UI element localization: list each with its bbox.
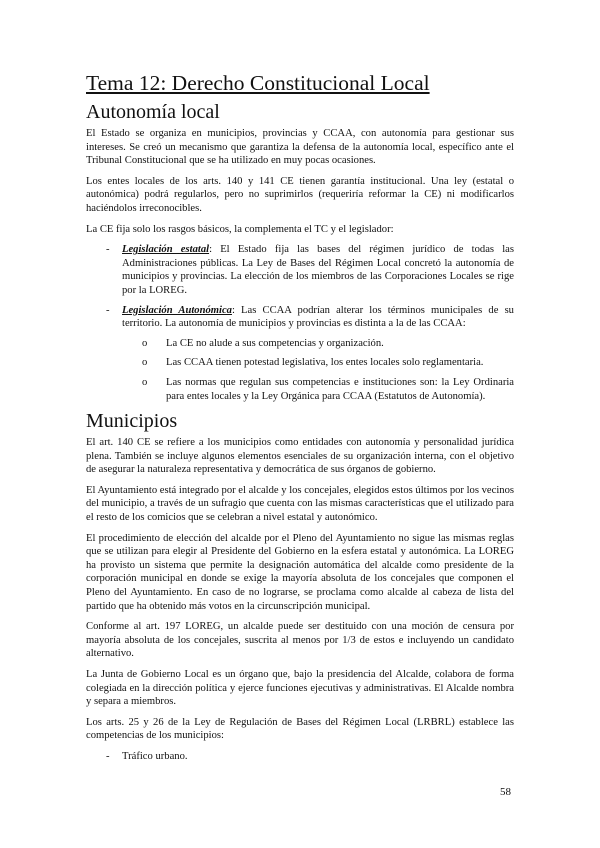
sub-list [122,337,514,403]
paragraph: La CE fija solo los rasgos básicos, la complementa el TC y el legislador: [86,223,394,235]
paragraph: El procedimiento de elección del alcalde por el Pleno del Ayuntamiento no sigue las mismas reglas que se utilizan para elegir al Presidente del Gobierno en la esfera estatal y autonómica. La LOREG ha provisto un sistema que permite la designación automática del alcalde como presidente de la corporación municipal en donde se exige la mayoría absoluta de los concejales que componen el Pleno del Ayuntamiento. En caso de no lograrse, se proclama como alcalde al cabeza de lista del partido que ha obtenido más votos en la circunscripción municipal. [86,532,514,612]
sub-list-item: o Las CCAA tienen potestad legislativa, los entes locales solo reglamentaria. [166,356,514,370]
section-heading-municipios: Municipios [86,410,178,433]
paragraph: Conforme al art. 197 LOREG, un alcalde puede ser destituido con una moción de censura por mayoría absoluta de los concejales, suscrita al menos por 1/3 de estos e incluyendo un candidato alternativo. [86,621,514,660]
paragraph: El Ayuntamiento está integrado por el alcalde y los concejales, elegidos estos últimos por los vecinos del municipio, a través de un sufragio que cuenta con las mismas características que el utilizado para el resto de los comicios que se celebran a nivel estatal y autonómico. [86,484,514,524]
term-legislacion-autonomica: Legislación Autonómica [122,304,232,316]
list-item-text: : El Estado fija las bases del régimen jurídico de todas las Administraciones públicas. La Ley de Bases del Régimen Local concretó la autonomía de municipios y provincias. La elección de los miembros de las Corporaciones Locales se rige por la LOREG. [122,244,514,296]
document-page [86,70,514,770]
term-legislacion-estatal: Legislación estatal [122,244,210,256]
paragraph: Los arts. 25 y 26 de la Ley de Regulación de Bases del Régimen Local (LRBRL) establece las competencias de los municipios: [86,716,514,742]
sub-list-item: o La CE no alude a sus competencias y organización. [166,337,514,351]
section-heading-autonomia-local: Autonomía local [86,101,220,123]
sub-list-item: o Las normas que regulan sus competencias e instituciones son: la Ley Ordinaria para entes locales y la Ley Orgánica para CCAA (Estatutos de Autonomía). [166,376,514,403]
paragraph: El Estado se organiza en municipios, provincias y CCAA, con autonomía para gestionar sus intereses. Se creó un mecanismo que garantiza la defensa de la autonomía local, específico ante el Tribunal Constitucional que se ha utilizado en muy pocas ocasiones. [86,128,514,167]
competencias-list [86,750,514,764]
list-item-text: : Las CCAA podrían alterar los términos municipales de su territorio. La autonomía de municipios y provincias es distinta a la de las CCAA: [122,304,514,330]
list-item-legislacion-autonomica [122,304,514,404]
paragraph: El art. 140 CE se refiere a los municipios como entidades con autonomía y personalidad jurídica plena. También se incluye algunos elementos esenciales de su organización interna, con el objetivo de asegurar la naturaleza representativa y democrática de sus órganos de gobierno. [86,437,514,476]
list-item-legislacion-estatal [122,243,514,297]
paragraph: Los entes locales de los arts. 140 y 141 CE tienen garantía institucional. Una ley (estatal o autonómica) podrá regularlos, pero no suprimirlos (requeriría reformar la CE) ni modificarlos haciéndolos irreconocibles. [86,175,514,214]
list-item-trafico-urbano: - Tráfico urbano. [122,750,514,764]
legislation-list [86,243,514,403]
paragraph: La Junta de Gobierno Local es un órgano que, bajo la presidencia del Alcalde, colabora de forma colegiada en la dirección política y ejerce funciones ejecutivas y administrativas. El Alcalde nombra y separa a miembros. [86,669,514,708]
page-number: 58 [500,786,511,798]
document-title: Tema 12: Derecho Constitucional Local [86,71,430,95]
